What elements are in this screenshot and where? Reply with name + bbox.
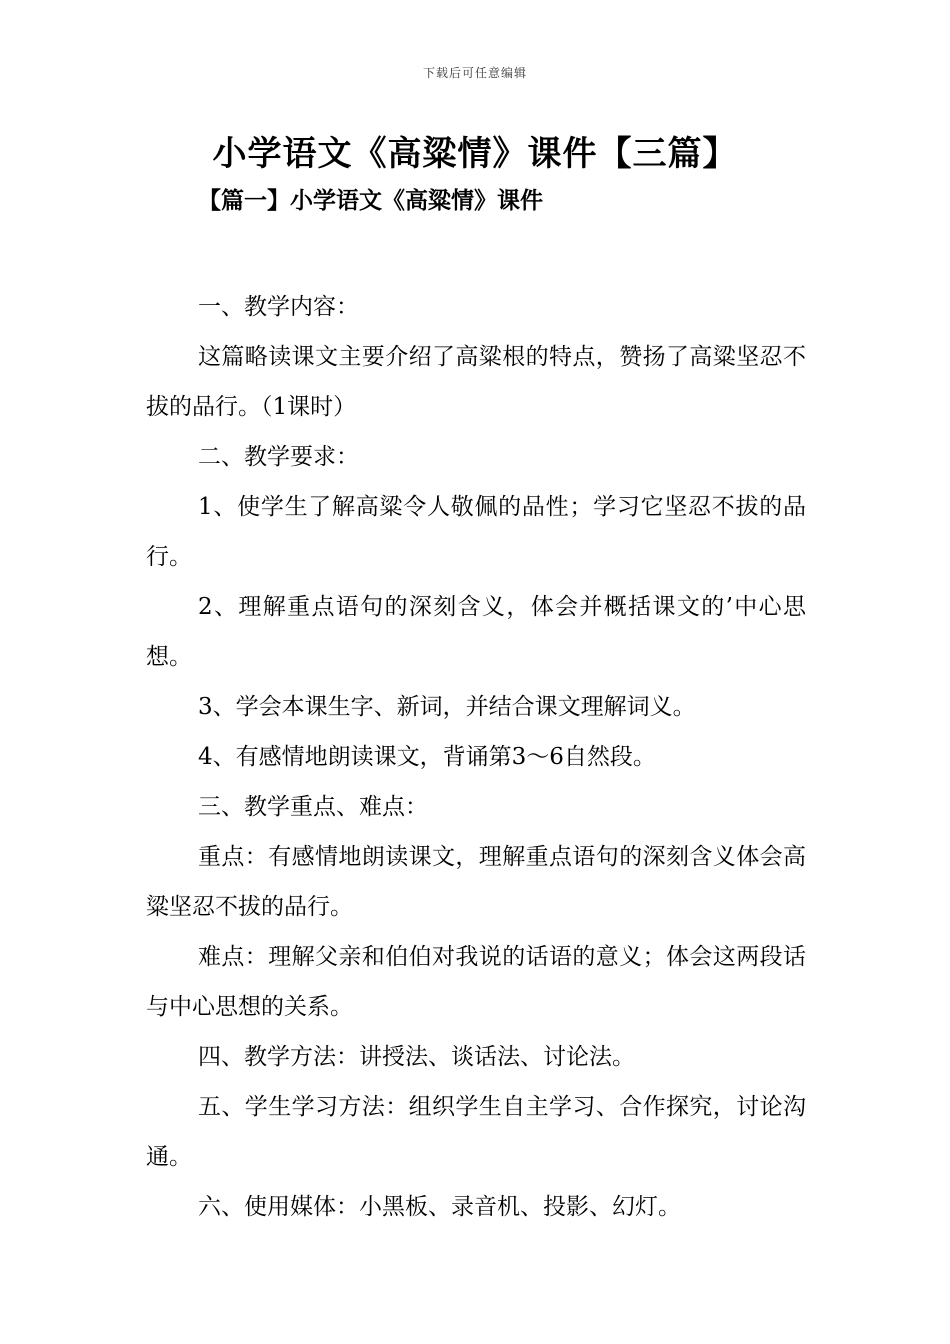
paragraph-key-points: 重点：有感情地朗读课文，理解重点语句的深刻含义体会高粱坚忍不拔的品行。 (146, 844, 806, 920)
paragraph-requirement-1: 1、使学生了解高粱令人敬佩的品性；学习它坚忍不拔的品行。 (146, 494, 806, 570)
paragraph-requirement-2: 2、理解重点语句的深刻含义，体会并概括课文的’中心思想。 (146, 594, 806, 670)
document-body (146, 282, 806, 1232)
document-title: 小学语文《高粱情》课件【三篇】 (212, 134, 738, 174)
paragraph-difficulties: 难点：理解父亲和伯伯对我说的话语的意义；体会这两段话与中心思想的关系。 (146, 944, 806, 1020)
paragraph-requirement-3: 3、学会本课生字、新词，并结合课文理解词义。 (198, 694, 696, 720)
paragraph-content-heading: 一、教学内容： (198, 294, 359, 320)
paragraph-key-points-heading: 三、教学重点、难点： (198, 794, 428, 820)
paragraph-requirements-heading: 二、教学要求： (198, 444, 359, 470)
section-subtitle: 【篇一】小学语文《高粱情》课件 (198, 187, 543, 214)
paragraph-learning-methods: 五、学生学习方法：组织学生自主学习、合作探究，讨论沟通。 (146, 1094, 806, 1170)
paragraph-media: 六、使用媒体：小黑板、录音机、投影、幻灯。 (198, 1194, 681, 1220)
header-note: 下载后可任意编辑 (422, 66, 527, 80)
paragraph-teaching-methods: 四、教学方法：讲授法、谈话法、讨论法。 (198, 1044, 635, 1070)
paragraph-content: 这篇略读课文主要介绍了高粱根的特点，赞扬了高粱坚忍不拔的品行。（1课时） (146, 344, 806, 420)
paragraph-requirement-4: 4、有感情地朗读课文，背诵第3～6自然段。 (198, 744, 656, 770)
